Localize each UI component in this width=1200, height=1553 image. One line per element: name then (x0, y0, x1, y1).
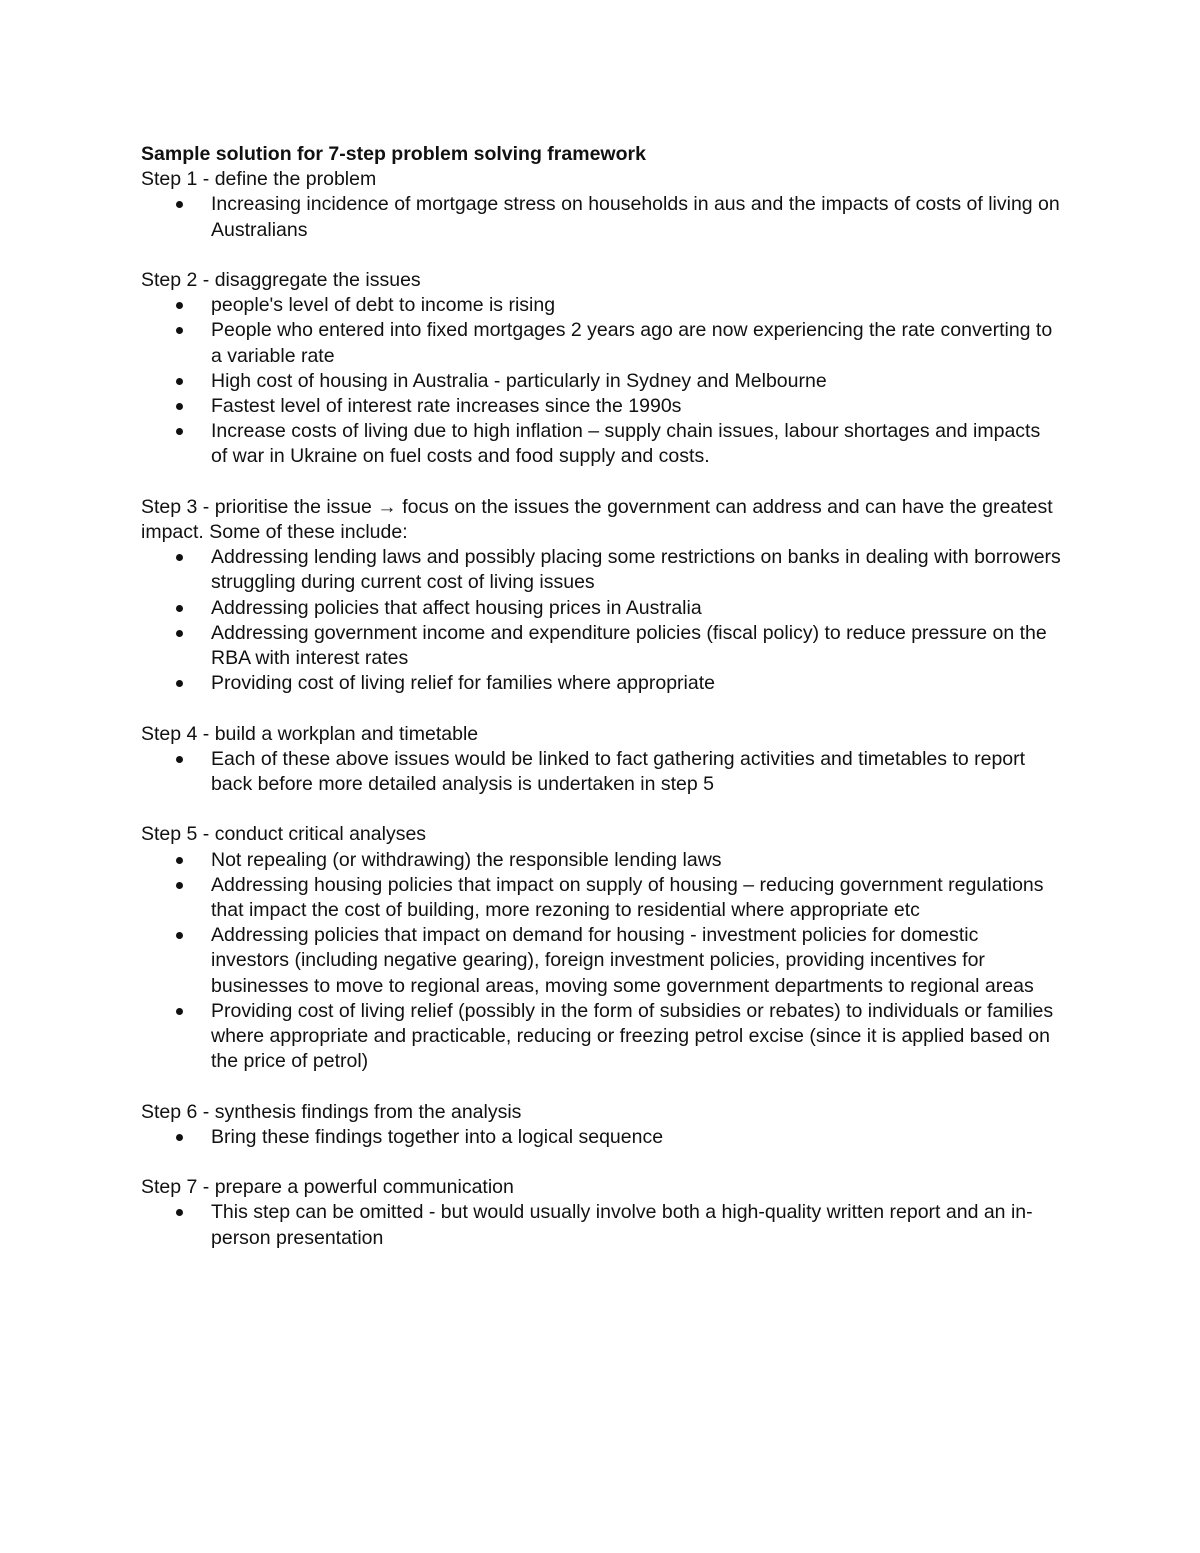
bullet-text: Providing cost of living relief (possibly in the form of subsidies or rebates) to individuals or families where appropriate and practicable, reducing or freezing petrol excise (since it is applied based on the price of petrol) (211, 999, 1054, 1073)
list-item (141, 671, 1061, 696)
list-item (141, 394, 1061, 419)
bullet-text: This step can be omitted - but would usually involve both a high-quality written report and an in-person presentation (211, 1201, 1033, 1249)
step-heading: Step 6 - synthesis findings from the analysis (141, 1100, 522, 1123)
bullet-icon (176, 302, 183, 309)
bullet-icon (176, 882, 183, 889)
list-item (141, 747, 1061, 797)
list-item (141, 1200, 1061, 1250)
bullet-icon (176, 1209, 183, 1216)
list-item (141, 545, 1061, 595)
step-section-4 (141, 722, 1061, 798)
list-item (141, 848, 1061, 873)
bullet-icon (176, 327, 183, 334)
list-item (141, 419, 1061, 469)
step-section-7 (141, 1175, 1061, 1251)
step-section-2 (141, 268, 1061, 470)
bullet-text: Addressing housing policies that impact on supply of housing – reducing government regulations that impact the cost of building, more rezoning to residential where appropriate etc (211, 873, 1044, 922)
bullet-icon (176, 554, 183, 561)
bullet-text: Not repealing (or withdrawing) the responsible lending laws (211, 848, 722, 871)
step-heading: Step 7 - prepare a powerful communication (141, 1176, 514, 1199)
step-heading: Step 4 - build a workplan and timetable (141, 722, 479, 745)
list-item (141, 621, 1061, 671)
step-section-6 (141, 1100, 1061, 1150)
bullet-list (141, 848, 1061, 1075)
step-heading: Step 5 - conduct critical analyses (141, 823, 427, 846)
step-section-5 (141, 822, 1061, 1074)
list-item (141, 999, 1061, 1075)
steps-list (141, 167, 1061, 1251)
document-page (141, 142, 1061, 1276)
bullet-list (141, 1200, 1061, 1250)
list-item (141, 192, 1061, 242)
bullet-text: Each of these above issues would be linked to fact gathering activities and timetables to report back before more detailed analysis is undertaken in step 5 (211, 747, 1026, 796)
bullet-list (141, 293, 1061, 469)
bullet-text: Providing cost of living relief for families where appropriate (211, 672, 715, 695)
document-title: Sample solution for 7-step problem solving framework (141, 143, 646, 165)
step-section-1 (141, 167, 1061, 243)
bullet-icon (176, 605, 183, 612)
bullet-list (141, 747, 1061, 797)
list-item (141, 369, 1061, 394)
bullet-text: Addressing government income and expenditure policies (fiscal policy) to reduce pressure on the RBA with interest rates (211, 621, 1047, 670)
list-item (141, 318, 1061, 368)
list-item (141, 1125, 1061, 1150)
bullet-text: Addressing policies that affect housing prices in Australia (211, 596, 702, 619)
bullet-list (141, 192, 1061, 242)
bullet-text: Increasing incidence of mortgage stress on households in aus and the impacts of costs of living on Australians (211, 193, 1060, 241)
bullet-icon (176, 630, 183, 637)
list-item (141, 293, 1061, 318)
bullet-text: People who entered into fixed mortgages 2 years ago are now experiencing the rate converting to a variable rate (211, 319, 1053, 367)
bullet-text: Addressing policies that impact on demand for housing - investment policies for domestic investors (including negative gearing), foreign investment policies, providing incentives for businesses to move to regional areas, moving some government departments to regional areas (211, 924, 1034, 997)
list-item (141, 873, 1061, 923)
bullet-list (141, 1125, 1061, 1150)
bullet-text: Addressing lending laws and possibly placing some restrictions on banks in dealing with borrowers struggling during current cost of living issues (211, 546, 1061, 594)
bullet-icon (176, 1008, 183, 1015)
bullet-icon (176, 403, 183, 410)
step-heading: Step 3 - prioritise the issue → focus on the issues the government can address and can have the greatest impact. Some of these include: (141, 495, 1053, 544)
bullet-icon (176, 857, 183, 864)
bullet-text: High cost of housing in Australia - particularly in Sydney and Melbourne (211, 369, 827, 392)
list-item (141, 596, 1061, 621)
step-section-3 (141, 495, 1061, 697)
bullet-icon (176, 756, 183, 763)
bullet-text: Bring these findings together into a logical sequence (211, 1125, 664, 1148)
bullet-icon (176, 932, 183, 939)
bullet-icon (176, 428, 183, 435)
bullet-icon (176, 378, 183, 385)
bullet-icon (176, 1134, 183, 1141)
bullet-text: Fastest level of interest rate increases since the 1990s (211, 395, 682, 418)
bullet-text: Increase costs of living due to high inflation – supply chain issues, labour shortages and impacts of war in Ukraine on fuel costs and food supply and costs. (211, 420, 1041, 468)
step-heading: Step 1 - define the problem (141, 168, 377, 191)
step-heading: Step 2 - disaggregate the issues (141, 269, 421, 291)
bullet-text: people's level of debt to income is rising (211, 294, 556, 317)
bullet-icon (176, 680, 183, 687)
list-item (141, 923, 1061, 999)
bullet-icon (176, 201, 183, 208)
bullet-list (141, 545, 1061, 696)
